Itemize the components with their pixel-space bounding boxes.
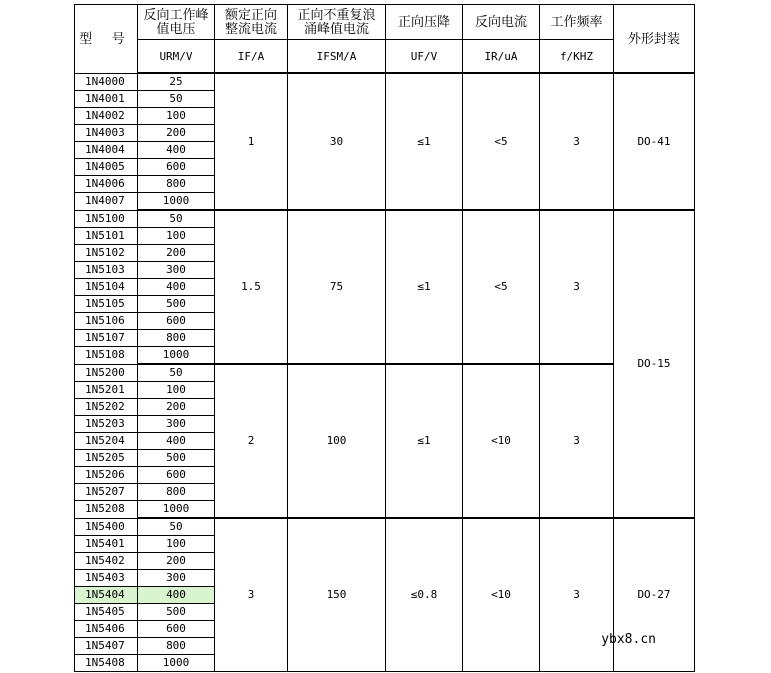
cell-vrrm[interactable]: 400 (138, 279, 215, 296)
cell-model[interactable]: 1N4001 (75, 91, 138, 108)
cell-vrrm[interactable]: 300 (138, 416, 215, 433)
cell-model[interactable]: 1N5208 (75, 501, 138, 519)
cell-model[interactable]: 1N5408 (75, 655, 138, 672)
cell-if[interactable]: 1.5 (215, 210, 288, 364)
cell-vrrm[interactable]: 800 (138, 330, 215, 347)
cell-model[interactable]: 1N4006 (75, 176, 138, 193)
cell-model[interactable]: 1N5105 (75, 296, 138, 313)
cell-vf[interactable]: ≤0.8 (386, 518, 463, 672)
cell-vrrm[interactable]: 500 (138, 296, 215, 313)
cell-model[interactable]: 1N5202 (75, 399, 138, 416)
cell-vrrm[interactable]: 100 (138, 536, 215, 553)
cell-vrrm[interactable]: 1000 (138, 501, 215, 519)
cell-vrrm[interactable]: 100 (138, 228, 215, 245)
cell-ir[interactable]: <10 (463, 364, 540, 518)
cell-model[interactable]: 1N5402 (75, 553, 138, 570)
cell-vf[interactable]: ≤1 (386, 364, 463, 518)
cell-vrrm[interactable]: 1000 (138, 655, 215, 672)
header-vrrm-title[interactable]: 反向工作峰值电压 (138, 5, 215, 40)
cell-vrrm[interactable]: 800 (138, 638, 215, 655)
cell-model[interactable]: 1N5407 (75, 638, 138, 655)
header-ir-unit[interactable]: IR/uA (463, 40, 540, 74)
cell-model[interactable]: 1N4000 (75, 73, 138, 91)
cell-model[interactable]: 1N4003 (75, 125, 138, 142)
cell-vrrm[interactable]: 100 (138, 382, 215, 399)
cell-vf[interactable]: ≤1 (386, 73, 463, 210)
header-vf-title[interactable]: 正向压降 (386, 5, 463, 40)
cell-model[interactable]: 1N5108 (75, 347, 138, 365)
cell-ifsm[interactable]: 150 (288, 518, 386, 672)
cell-vrrm[interactable]: 1000 (138, 193, 215, 211)
cell-vrrm[interactable]: 600 (138, 467, 215, 484)
cell-if[interactable]: 2 (215, 364, 288, 518)
cell-model[interactable]: 1N5205 (75, 450, 138, 467)
cell-vrrm[interactable]: 800 (138, 176, 215, 193)
cell-vrrm[interactable]: 600 (138, 159, 215, 176)
cell-vrrm[interactable]: 100 (138, 108, 215, 125)
cell-ifsm[interactable]: 100 (288, 364, 386, 518)
cell-model[interactable]: 1N4002 (75, 108, 138, 125)
cell-ir[interactable]: <10 (463, 518, 540, 672)
cell-vrrm[interactable]: 50 (138, 210, 215, 228)
cell-vrrm[interactable]: 300 (138, 570, 215, 587)
cell-model[interactable]: 1N5106 (75, 313, 138, 330)
cell-vrrm[interactable]: 400 (138, 433, 215, 450)
cell-model[interactable]: 1N5403 (75, 570, 138, 587)
cell-vrrm[interactable]: 600 (138, 621, 215, 638)
cell-ifsm[interactable]: 75 (288, 210, 386, 364)
cell-model[interactable]: 1N5107 (75, 330, 138, 347)
cell-model[interactable]: 1N5401 (75, 536, 138, 553)
cell-vf[interactable]: ≤1 (386, 210, 463, 364)
cell-vrrm[interactable]: 400 (138, 587, 215, 604)
cell-vrrm[interactable]: 50 (138, 364, 215, 382)
header-if-title[interactable]: 额定正向整流电流 (215, 5, 288, 40)
watermark: ybx8.cn (601, 632, 656, 647)
cell-model[interactable]: 1N5404 (75, 587, 138, 604)
header-vrrm-unit[interactable]: URM/V (138, 40, 215, 74)
cell-vrrm[interactable]: 500 (138, 604, 215, 621)
cell-model[interactable]: 1N5104 (75, 279, 138, 296)
header-freq-unit[interactable]: f/KHZ (540, 40, 614, 74)
cell-model[interactable]: 1N5102 (75, 245, 138, 262)
cell-vrrm[interactable]: 200 (138, 553, 215, 570)
cell-if[interactable]: 1 (215, 73, 288, 210)
cell-vrrm[interactable]: 200 (138, 245, 215, 262)
cell-vrrm[interactable]: 50 (138, 518, 215, 536)
cell-model[interactable]: 1N5207 (75, 484, 138, 501)
cell-ir[interactable]: <5 (463, 73, 540, 210)
cell-vrrm[interactable]: 400 (138, 142, 215, 159)
header-model[interactable]: 型 号 (75, 5, 138, 74)
cell-ifsm[interactable]: 30 (288, 73, 386, 210)
cell-vrrm[interactable]: 200 (138, 399, 215, 416)
cell-package[interactable]: DO-41 (614, 73, 695, 210)
header-ir-title[interactable]: 反向电流 (463, 5, 540, 40)
cell-vrrm[interactable]: 200 (138, 125, 215, 142)
cell-freq[interactable]: 3 (540, 210, 614, 364)
header-if-unit[interactable]: IF/A (215, 40, 288, 74)
cell-vrrm[interactable]: 25 (138, 73, 215, 91)
cell-vrrm[interactable]: 1000 (138, 347, 215, 365)
table-row[interactable] (75, 210, 695, 228)
header-package[interactable]: 外形封装 (614, 5, 695, 74)
diode-spec-table (74, 4, 695, 672)
header-ifsm-unit[interactable]: IFSM/A (288, 40, 386, 74)
cell-vrrm[interactable]: 500 (138, 450, 215, 467)
table-row[interactable] (75, 73, 695, 91)
cell-model[interactable]: 1N4004 (75, 142, 138, 159)
cell-model[interactable]: 1N5400 (75, 518, 138, 536)
cell-model[interactable]: 1N5101 (75, 228, 138, 245)
header-ifsm-title[interactable]: 正向不重复浪涌峰值电流 (288, 5, 386, 40)
cell-vrrm[interactable]: 600 (138, 313, 215, 330)
cell-if[interactable]: 3 (215, 518, 288, 672)
header-freq-title[interactable]: 工作频率 (540, 5, 614, 40)
cell-freq[interactable]: 3 (540, 364, 614, 518)
cell-freq[interactable]: 3 (540, 73, 614, 210)
header-vf-unit[interactable]: UF/V (386, 40, 463, 74)
cell-model[interactable]: 1N4007 (75, 193, 138, 211)
cell-model[interactable]: 1N5405 (75, 604, 138, 621)
cell-vrrm[interactable]: 800 (138, 484, 215, 501)
cell-model[interactable]: 1N5204 (75, 433, 138, 450)
cell-ir[interactable]: <5 (463, 210, 540, 364)
cell-vrrm[interactable]: 300 (138, 262, 215, 279)
cell-model[interactable]: 1N5203 (75, 416, 138, 433)
cell-model[interactable]: 1N5206 (75, 467, 138, 484)
cell-model[interactable]: 1N5103 (75, 262, 138, 279)
cell-vrrm[interactable]: 50 (138, 91, 215, 108)
cell-model[interactable]: 1N5200 (75, 364, 138, 382)
cell-model[interactable]: 1N5406 (75, 621, 138, 638)
cell-model[interactable]: 1N5201 (75, 382, 138, 399)
cell-package[interactable]: DO-27 (614, 518, 695, 672)
cell-model[interactable]: 1N5100 (75, 210, 138, 228)
cell-package[interactable]: DO-15 (614, 210, 695, 518)
table-row[interactable] (75, 518, 695, 536)
table-row[interactable] (75, 364, 695, 382)
cell-freq[interactable]: 3 (540, 518, 614, 672)
cell-model[interactable]: 1N4005 (75, 159, 138, 176)
